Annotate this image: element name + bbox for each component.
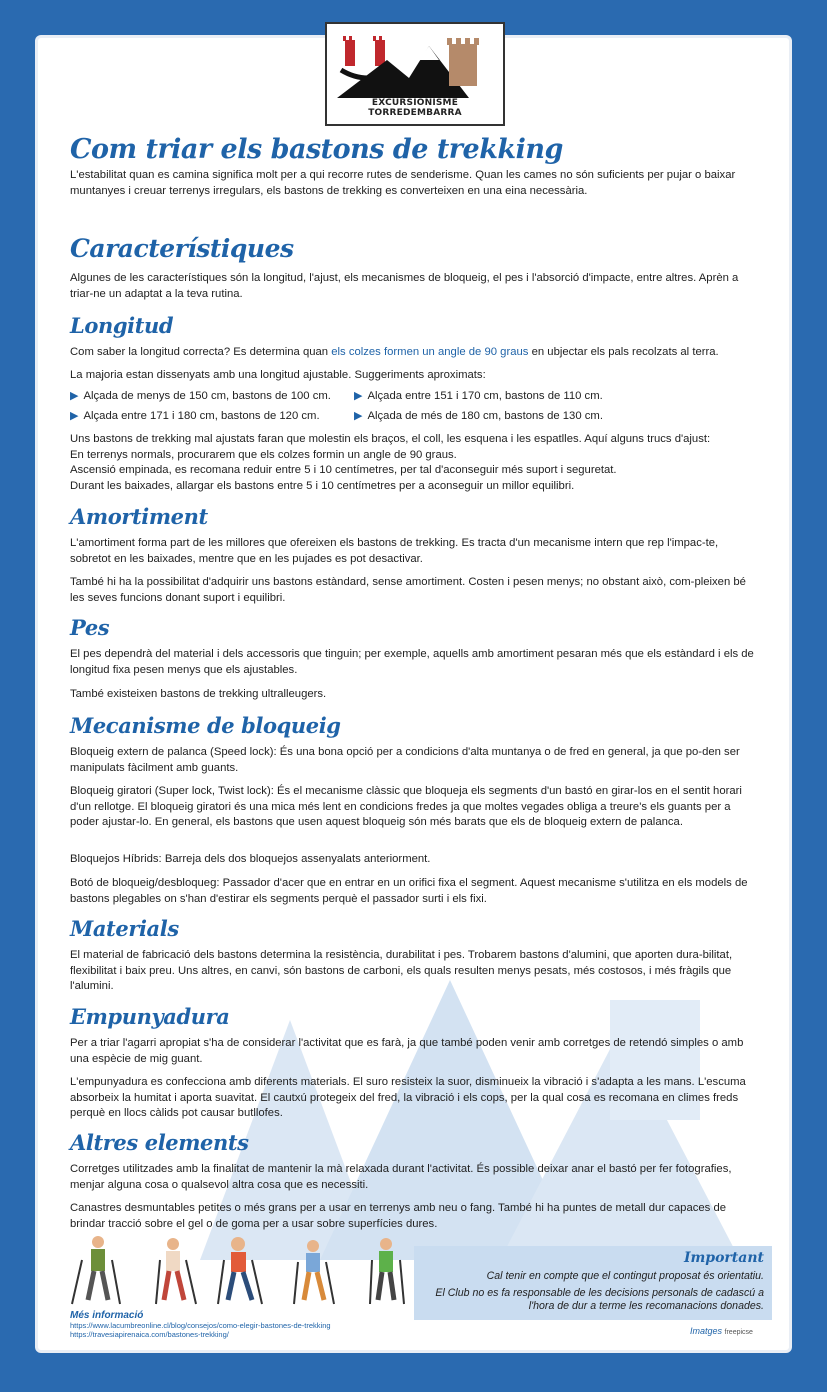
pes-body-2 <box>70 687 760 703</box>
important-title: Important <box>683 1250 764 1266</box>
altres-body-2 <box>70 1201 760 1232</box>
pes-body <box>70 647 760 678</box>
materials-heading: Materials <box>70 916 179 941</box>
intro <box>70 168 760 199</box>
longitud-q-before: Com saber la longitud correcta? Es determina quan <box>70 346 332 358</box>
bullet-triangle-icon: ▶ <box>354 410 363 422</box>
bloqueig-p2: Bloqueig giratori (Super lock, Twist lock): És el mecanisme clàssic que bloqueja els segments d'un bastó en girar-los en el sentit horari d'un rellotge. El bloqueig giratori és una mica més lent en condicions fredes ja que moltes vegades obliga a treure's els guants per a poder ajustar-lo. En general, els bastons que usen aquest bloqueig són més barats que els de bloqueig extern de palanca. <box>70 785 742 828</box>
characteristics-body <box>70 271 760 302</box>
bullet-item <box>70 409 320 422</box>
angle-link[interactable]: els colzes formen un angle de 90 graus <box>331 346 529 358</box>
section-amortiment <box>70 504 760 529</box>
altres-p1: Corretges utilitzades amb la finalitat de mantenir la mà relaxada durant l'activitat. És possible deixar anar el bastó per fer fotografies, menjar alguna cosa o qualsevol altra cosa que es necessiti. <box>70 1163 732 1191</box>
pes-heading: Pes <box>70 615 110 640</box>
tip-line: En terrenys normals, procurarem que els colzes formin un angle de 90 graus. <box>70 448 457 461</box>
pes-p2: També existeixen bastons de trekking ultralleugers. <box>70 688 327 700</box>
important-line-2: El Club no es fa responsable de les decisions personals de cadascú a l'hora de dur a terme les recomanacions donades. <box>435 1286 764 1312</box>
more-info-link[interactable]: https://travesiapirenaica.com/bastones-trekking/ <box>70 1330 229 1339</box>
longitud-heading: Longitud <box>70 313 174 338</box>
pes-p1: El pes dependrà del material i dels accessoris que tinguin; per exemple, aquells amb amortiment pesaran més que els estàndard i els de longitud fixa pesen menys que els ajustables. <box>70 648 754 676</box>
amortiment-body-2 <box>70 575 760 606</box>
hiker-icon <box>294 1240 334 1304</box>
hikers-illustration <box>68 1232 418 1308</box>
logo-text: EXCURSIONISME TORREDEMBARRA <box>368 98 462 118</box>
materials-p1: El material de fabricació dels bastons determina la resistència, durabilitat i pes. Trobarem bastons d'alumini, que aporten dura-bilitat, flexibilitat i baix preu. Uns altres, en canvi, són bastons de carboni, els quals resulten menys pesats, més costosos, i més fràgils que l'alumini. <box>70 949 733 992</box>
hiker-icon <box>370 1238 404 1304</box>
bloqueig-p1: Bloqueig extern de palanca (Speed lock): És una bona opció per a condicions d'alta muntanya o de fred en general, ja que po-den ser manipulats fàcilment amb guants. <box>70 746 740 774</box>
bloqueig-p3: Bloquejos Híbrids: Barreja dels dos bloquejos assenyalats anteriorment. <box>70 853 431 865</box>
amortiment-heading: Amortiment <box>70 504 208 529</box>
empunyadura-p2: L'empunyadura es confecciona amb diferents materials. El suro resisteix la suor, disminueix la vibració i s'adapta a les mans. L'escuma absorbeix la humitat i aporta suavitat. El cautxú protegeix del fred, la vibració i els cops, per la qual cosa es recomana en climes freds perquè en llocs càlids pot causar butllofes. <box>70 1076 746 1119</box>
intro-text: L'estabilitat quan es camina significa molt per a qui recorre rutes de senderisme. Quan les cames no són suficients per pujar o baixar muntanyes i creuar terrenys irregulars, els bastons de trekking es converteixen en una eina necessària. <box>70 169 736 197</box>
castle-logo-icon <box>327 26 499 106</box>
suggestions-text: La majoria estan dissenyats amb una longitud ajustable. Suggeriments aproximats: <box>70 369 486 381</box>
bullet-text: Alçada entre 171 i 180 cm, bastons de 120 cm. <box>83 410 320 422</box>
altres-body <box>70 1162 760 1193</box>
tip-line: Uns bastons de trekking mal ajustats faran que molestin els braços, el coll, les esquena i les espatlles. Aquí alguns trucs d'ajust: <box>70 433 711 445</box>
bullet-triangle-icon: ▶ <box>70 390 79 402</box>
longitud-question <box>70 345 760 361</box>
title-block <box>70 134 760 165</box>
empunyadura-body-2 <box>70 1075 760 1122</box>
longitud-question-text <box>70 345 760 361</box>
section-pes <box>70 615 760 640</box>
section-longitud <box>70 313 760 338</box>
club-logo <box>325 22 505 126</box>
credit-label: Imatges <box>690 1326 723 1336</box>
bloqueig-heading: Mecanisme de bloqueig <box>70 713 341 738</box>
bullet-text: Alçada entre 151 i 170 cm, bastons de 110 cm. <box>367 390 603 402</box>
amortiment-p2: També hi ha la possibilitat d'adquirir uns bastons estàndard, sense amortiment. Costen i pesen menys; no obstant això, com-pleixen bé les seves funcions donant suport i equilibri. <box>70 576 746 604</box>
hiker-icon <box>72 1236 120 1304</box>
altres-p2: Canastres desmuntables petites o més grans per a usar en terrenys amb neu o fang. També hi ha puntes de metall dur capaces de brindar tracció sobre el gel o de goma per a usar sobre superfícies dures. <box>70 1202 727 1230</box>
credit-source: freepicse <box>724 1329 753 1336</box>
bullet-triangle-icon: ▶ <box>70 410 79 422</box>
bloqueig-body-3 <box>70 852 760 868</box>
important-notice <box>414 1246 772 1320</box>
hiker-icon <box>218 1237 262 1304</box>
bullet-triangle-icon: ▶ <box>354 390 363 402</box>
bloqueig-body-4 <box>70 876 760 907</box>
tip-line: Ascensió empinada, es recomana reduir entre 5 i 10 centímetres, per tal d'aconseguir més suport i seguretat. <box>70 464 617 476</box>
bloqueig-p4: Botó de bloqueig/desbloqueg: Passador d'acer que en entrar en un orifici fixa el segment. Aquest mecanisme s'utilitza en els models de bastons plegables on s'han d'estirar els segments perquè el passador surti i els fixi. <box>70 877 748 905</box>
more-info-label: Més informació <box>70 1310 144 1321</box>
amortiment-p1: L'amortiment forma part de les millores que ofereixen els bastons de trekking. Es tracta d'un mecanisme intern que rep l'impac-te, sobretot en les baixades, mentre que en les pujades es pot desactivar. <box>70 537 719 565</box>
amortiment-body <box>70 536 760 567</box>
materials-body <box>70 948 760 995</box>
section-characteristics <box>70 234 760 263</box>
longitud-suggestions <box>70 368 760 384</box>
bloqueig-body-1 <box>70 745 760 776</box>
important-line-1: Cal tenir en compte que el contingut proposat és orientatiu. <box>486 1270 764 1282</box>
altres-heading: Altres elements <box>70 1130 249 1155</box>
empunyadura-heading: Empunyadura <box>70 1004 230 1029</box>
empunyadura-body <box>70 1036 760 1067</box>
bullet-text: Alçada de menys de 150 cm, bastons de 100 cm. <box>83 390 331 402</box>
important-text <box>424 1270 764 1314</box>
characteristics-text: Algunes de les característiques són la longitud, l'ajust, els mecanismes de bloqueig, el pes i l'absorció d'impacte, entre altres. Aprèn a triar-ne un adaptat a la teva rutina. <box>70 272 739 300</box>
section-altres <box>70 1130 760 1155</box>
tip-line: Durant les baixades, allargar els bastons entre 5 i 10 centímetres per a aconseguir un millor equilibri. <box>70 479 575 492</box>
bloqueig-body-2 <box>70 784 760 831</box>
hiker-icon <box>156 1238 196 1304</box>
section-empunyadura <box>70 1004 760 1029</box>
bullet-item <box>70 389 331 402</box>
image-credit <box>690 1326 753 1336</box>
bullet-item <box>354 409 603 422</box>
page-title: Com triar els bastons de trekking <box>70 134 563 165</box>
section-bloqueig <box>70 713 760 738</box>
more-info-link[interactable]: https://www.lacumbreonline.cl/blog/consejos/como-elegir-bastones-de-trekking <box>70 1321 331 1330</box>
empunyadura-p1: Per a triar l'agarri apropiat s'ha de considerar l'activitat que es farà, ja que també poden venir amb corretges de retendó simples o amb una espècie de mig guant. <box>70 1037 744 1065</box>
section-materials <box>70 916 760 941</box>
characteristics-heading: Característiques <box>70 234 294 263</box>
bullet-item <box>354 389 603 402</box>
longitud-tips <box>70 432 760 494</box>
longitud-q-after: en ubjectar els pals recolzats al terra. <box>528 346 719 358</box>
bullet-text: Alçada de més de 180 cm, bastons de 130 cm. <box>367 410 603 422</box>
